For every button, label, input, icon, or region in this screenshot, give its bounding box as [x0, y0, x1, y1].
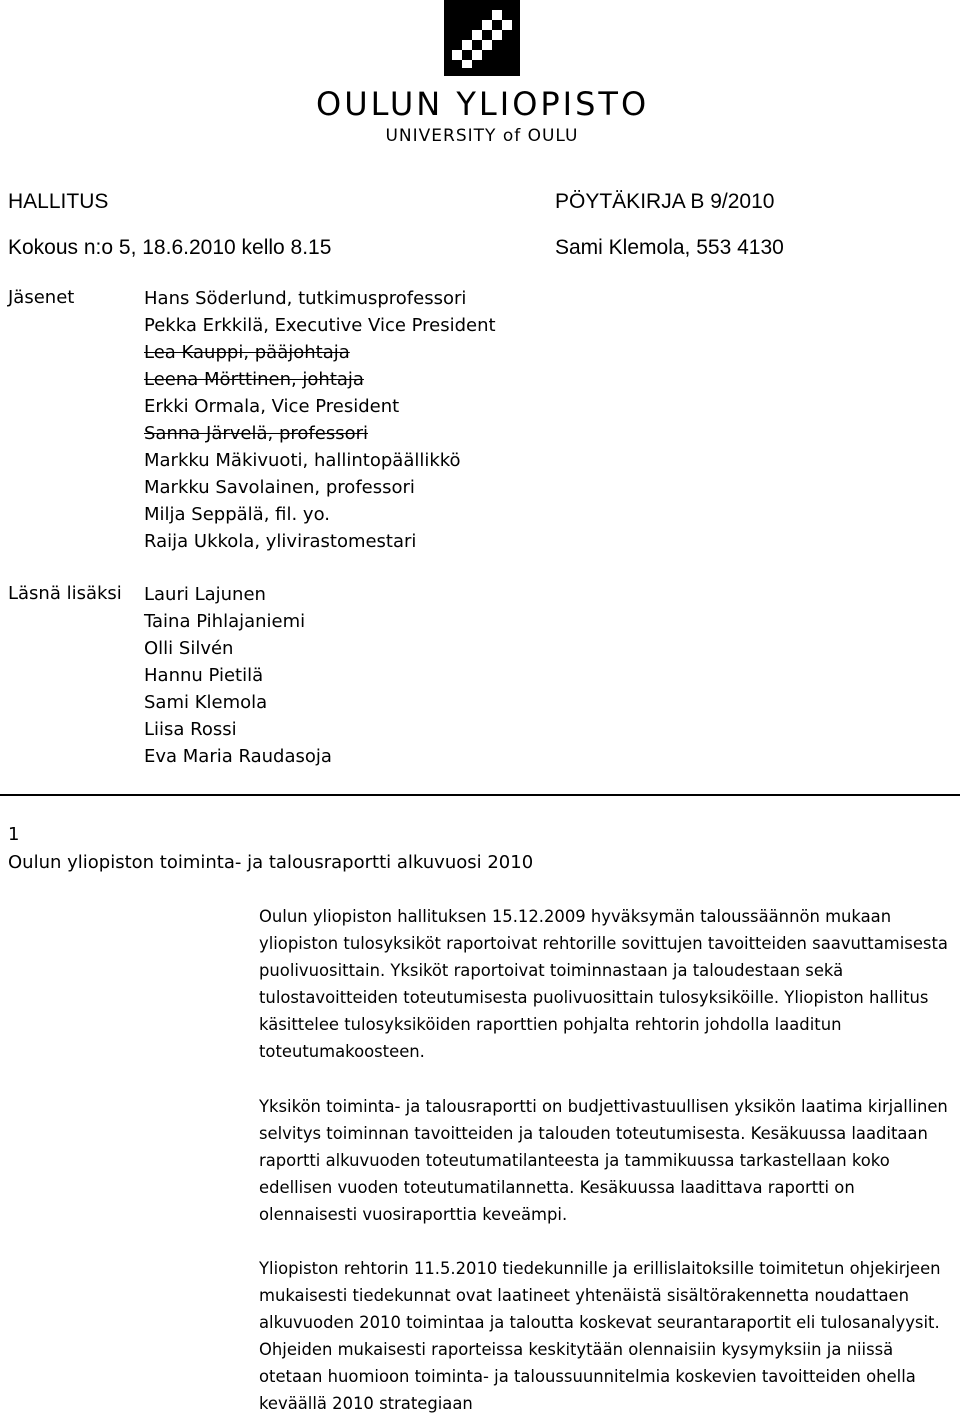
attendee-item: Eva Maria Raudasoja: [144, 746, 332, 767]
attendee-item: Olli Silvén: [144, 638, 234, 659]
member-item: Sanna Järvelä, professori: [144, 423, 368, 444]
attendee-item: Taina Pihlajaniemi: [144, 611, 306, 632]
attendee-item: Hannu Pietilä: [144, 665, 264, 686]
member-item: Hans Söderlund, tutkimusprofessori: [144, 288, 467, 309]
members-list: [144, 285, 496, 555]
member-item: Markku Mäkivuoti, hallintopäällikkö: [144, 450, 461, 471]
attendee-item: Sami Klemola: [144, 692, 268, 713]
attendee-item: Liisa Rossi: [144, 719, 237, 740]
agenda-item-number: 1: [8, 824, 20, 845]
member-item: Pekka Erkkilä, Executive Vice President: [144, 315, 496, 336]
logo-name: OULUN YLIOPISTO: [316, 85, 650, 123]
paragraph: Yliopiston rehtorin 11.5.2010 tiedekunnille ja erillislaitoksille toimitetun ohjekirjeen mukaisesti tiedekunnat ovat laatineet yhtenäistä sisältörakennetta noudattaen alkuvuoden 2010 toimintaa ja taloutta koskevat seurantaraportit eli tulosanalyysit. Ohjeiden mukaisesti raporteissa keskitytään olennaisiin kysymyksiin ja niissä otetaan huomioon toiminta- ja taloussuunnitelmia koskevien tavoitteiden ohella keväällä 2010 strategiaan: [259, 1259, 941, 1413]
university-logo: [316, 0, 648, 150]
member-item: Markku Savolainen, professori: [144, 477, 415, 498]
paragraph: Oulun yliopiston hallituksen 15.12.2009 hyväksymän taloussäännön mukaan yliopiston tulosyksiköt raportoivat rehtorille sovittujen tavoitteiden saavuttamisesta puolivuosittain. Yksiköt raportoivat toiminnastaan ja taloudestaan sekä tulostavoitteiden toteutumisesta puolivuosittain tulosyksiköille. Yliopiston hallitus käsittelee tulosyksiköiden raporttien pohjalta rehtorin johdolla laaditun toteutumakoosteen.: [259, 907, 948, 1061]
document-id: PÖYTÄKIRJA B 9/2010: [555, 190, 775, 213]
section-divider: [0, 794, 960, 796]
members-label: Jäsenet: [8, 287, 75, 308]
attendee-item: Lauri Lajunen: [144, 584, 266, 605]
member-item: Raija Ukkola, ylivirastomestari: [144, 531, 417, 552]
agenda-item-title: Oulun yliopiston toiminta- ja talousraportti alkuvuosi 2010: [8, 852, 534, 873]
contact-info: Sami Klemola, 553 4130: [555, 236, 784, 259]
member-item: Erkki Ormala, Vice President: [144, 396, 400, 417]
meeting-info: Kokous n:o 5, 18.6.2010 kello 8.15: [8, 236, 332, 259]
body-name: HALLITUS: [8, 190, 109, 213]
attendees-list: [144, 581, 332, 770]
member-item: Leena Mörttinen, johtaja: [144, 369, 364, 390]
attendees-label: Läsnä lisäksi: [8, 583, 122, 604]
university-of-oulu-emblem-icon: [444, 0, 520, 76]
paragraph: Yksikön toiminta- ja talousraportti on budjettivastuullisen yksikön laatima kirjallinen selvitys toiminnan tavoitteiden ja talouden toteutumisesta. Kesäkuussa laaditaan raportti alkuvuoden toteutumatilanteesta ja tammikuussa tarkastellaan koko edellisen vuoden toteutumatilannetta. Kesäkuussa laadittava raportti on olennaisesti vuosiraporttia keveämpi.: [259, 1097, 948, 1224]
member-item: Lea Kauppi, pääjohtaja: [144, 342, 350, 363]
logo-subtitle: UNIVERSITY of OULU: [385, 126, 579, 146]
member-item: Milja Seppälä, fil. yo.: [144, 504, 330, 525]
